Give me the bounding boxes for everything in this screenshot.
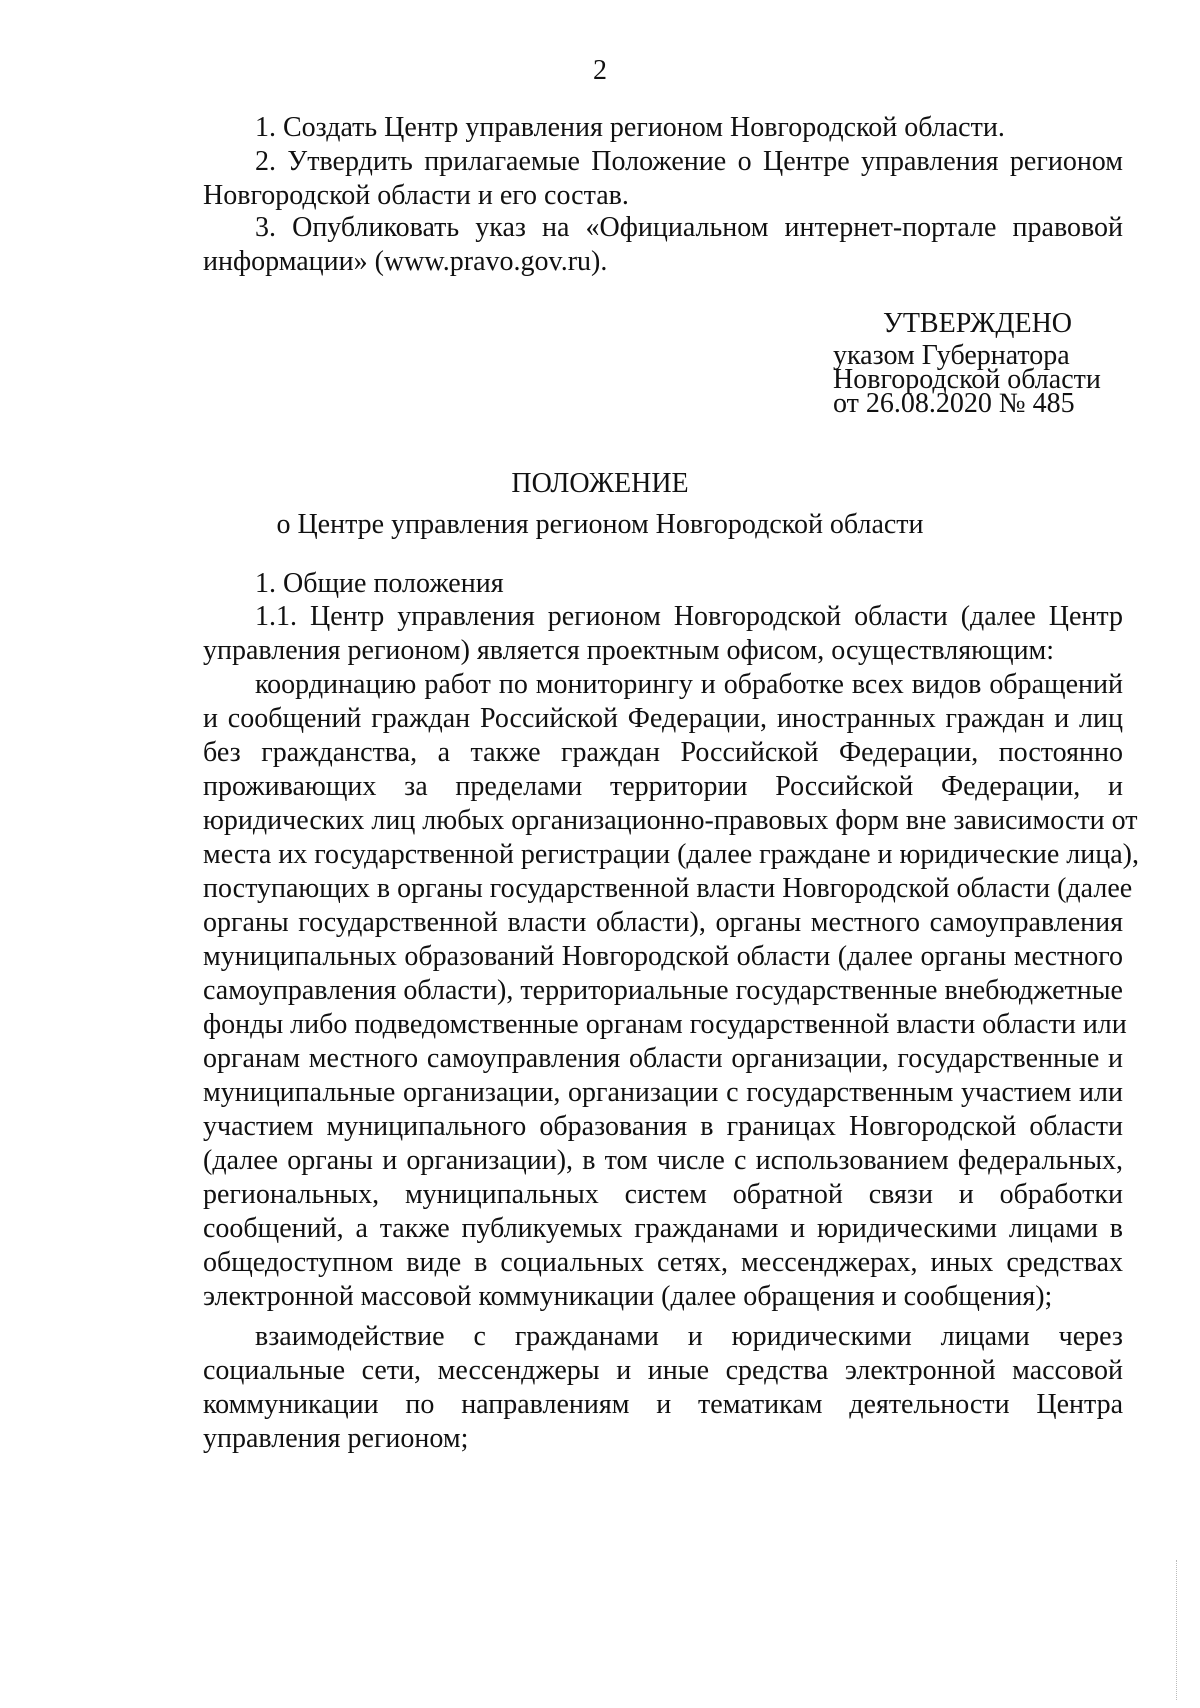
approval-line: указом Губернатора bbox=[833, 340, 1070, 371]
page-number: 2 bbox=[593, 55, 607, 86]
text-line: юридических лиц любых организационно-правовых форм вне зависимости от bbox=[203, 805, 1138, 836]
text-line: (далее органы и организации), в том числе с использованием федеральных, bbox=[203, 1145, 1123, 1176]
text-line: органам местного самоуправления области организации, государственные и bbox=[203, 1043, 1123, 1074]
text-line: взаимодействие с гражданами и юридическими лицами через bbox=[255, 1321, 1123, 1352]
regulation-title: ПОЛОЖЕНИЕ bbox=[511, 468, 689, 499]
text-line: коммуникации по направлениям и тематикам деятельности Центра bbox=[203, 1389, 1123, 1420]
approval-line: от 26.08.2020 № 485 bbox=[833, 388, 1075, 419]
text-line: поступающих в органы государственной власти Новгородской области (далее bbox=[203, 873, 1133, 904]
text-line: информации» (www.pravo.gov.ru). bbox=[203, 246, 608, 277]
text-line: управления регионом; bbox=[203, 1423, 469, 1454]
text-line: управления регионом) является проектным офисом, осуществляющим: bbox=[203, 635, 1055, 666]
text-line: участием муниципального образования в границах Новгородской области bbox=[203, 1111, 1123, 1142]
text-line: региональных, муниципальных систем обратной связи и обработки bbox=[203, 1179, 1123, 1210]
approval-line: Новгородской области bbox=[833, 364, 1101, 395]
text-line: муниципальных образований Новгородской области (далее органы местного bbox=[203, 941, 1123, 972]
text-line: без гражданства, а также граждан Российской Федерации, постоянно bbox=[203, 737, 1123, 768]
text-line: самоуправления области), территориальные государственные внебюджетные bbox=[203, 975, 1123, 1006]
text-line: сообщений, а также публикуемых гражданами и юридическими лицами в bbox=[203, 1213, 1123, 1244]
text-line: социальные сети, мессенджеры и иные средства электронной массовой bbox=[203, 1355, 1123, 1386]
text-line: 1.1. Центр управления регионом Новгородской области (далее Центр bbox=[255, 601, 1123, 632]
text-line: 3. Опубликовать указ на «Официальном интернет-портале правовой bbox=[255, 212, 1123, 243]
text-line: муниципальные организации, организации с государственным участием или bbox=[203, 1077, 1123, 1108]
text-line: 2. Утвердить прилагаемые Положение о Центре управления регионом bbox=[255, 146, 1123, 177]
text-line: электронной массовой коммуникации (далее обращения и сообщения); bbox=[203, 1281, 1053, 1312]
text-line: Новгородской области и его состав. bbox=[203, 180, 629, 211]
text-line: координацию работ по мониторингу и обработке всех видов обращений bbox=[255, 669, 1123, 700]
text-line: 1. Создать Центр управления регионом Новгородской области. bbox=[255, 112, 1005, 143]
text-line: органы государственной власти области), органы местного самоуправления bbox=[203, 907, 1123, 938]
text-line: общедоступном виде в социальных сетях, мессенджерах, иных средствах bbox=[203, 1247, 1123, 1278]
regulation-subtitle: о Центре управления регионом Новгородской области bbox=[276, 509, 924, 540]
scan-edge-mark bbox=[1176, 1560, 1178, 1700]
text-line: проживающих за пределами территории Российской Федерации, и bbox=[203, 771, 1123, 802]
section-heading: 1. Общие положения bbox=[255, 568, 504, 599]
text-line: места их государственной регистрации (далее граждане и юридические лица), bbox=[203, 839, 1139, 870]
text-line: и сообщений граждан Российской Федерации, иностранных граждан и лиц bbox=[203, 703, 1123, 734]
approval-title: УТВЕРЖДЕНО bbox=[883, 308, 1073, 339]
text-line: фонды либо подведомственные органам государственной власти области или bbox=[203, 1009, 1127, 1040]
